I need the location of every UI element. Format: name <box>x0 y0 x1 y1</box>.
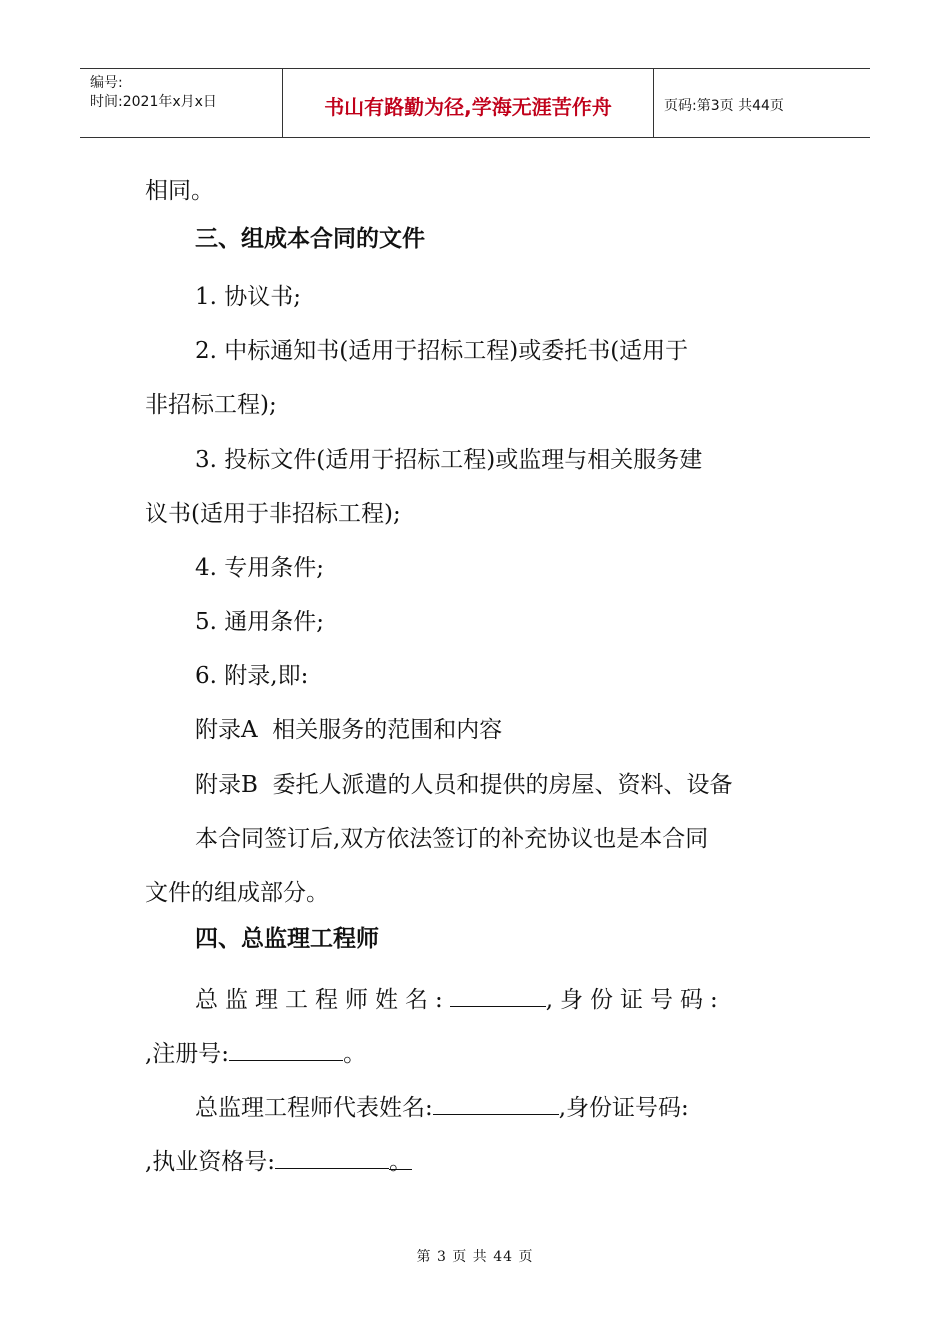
rep-supervisor-line <box>195 1092 689 1123</box>
list-item-2-cont: 非招标工程); <box>145 392 277 418</box>
document-number-label: 编号: <box>90 75 123 91</box>
header-meta-cell <box>80 69 283 137</box>
list-item-3: 3. 投标文件(适用于招标工程)或监理与相关服务建 <box>195 447 703 473</box>
section-heading-3: 三、组成本合同的文件 <box>195 226 425 252</box>
list-item-1: 1. 协议书; <box>195 284 302 310</box>
page-footer: 第 3 页 共 44 页 <box>416 1249 534 1265</box>
list-item-5: 5. 通用条件; <box>195 609 325 635</box>
list-item-4: 4. 专用条件; <box>195 555 325 581</box>
rep-qual-label: ,执业资格号: <box>145 1149 276 1175</box>
appendix-a: 附录A 相关服务的范围和内容 <box>195 717 503 743</box>
header-page-info: 页码:第3页 共44页 <box>664 98 784 114</box>
rep-id-label: ,身份证号码: <box>558 1095 689 1121</box>
rep-qual-end: 。 <box>389 1149 413 1175</box>
supplement-line-cont: 文件的组成部分。 <box>145 880 329 906</box>
document-time-label: 时间:2021年x月x日 <box>90 94 217 110</box>
list-item-6: 6. 附录,即: <box>195 663 309 689</box>
chief-reg-end: 。 <box>343 1041 367 1067</box>
appendix-b: 附录B 委托人派遣的人员和提供的房屋、资料、设备 <box>195 772 733 798</box>
rep-qual-line <box>145 1146 412 1177</box>
paragraph-line: 相同。 <box>145 178 214 204</box>
rep-name-label: 总监理工程师代表姓名: <box>195 1095 433 1121</box>
chief-reg-blank[interactable] <box>229 1038 343 1061</box>
chief-name-blank[interactable] <box>450 984 546 1007</box>
header-page-cell <box>654 69 870 137</box>
list-item-3-cont: 议书(适用于非招标工程); <box>145 501 401 527</box>
header-motto: 书山有路勤为径,学海无涯苦作舟 <box>324 95 612 119</box>
section-heading-4: 四、总监理工程师 <box>195 926 379 952</box>
list-item-2: 2. 中标通知书(适用于招标工程)或委托书(适用于 <box>195 338 689 364</box>
header-motto-cell <box>283 69 654 137</box>
chief-reg-label: ,注册号: <box>145 1041 230 1067</box>
rep-qual-blank[interactable] <box>275 1146 389 1169</box>
supplement-line: 本合同签订后,双方依法签订的补充协议也是本合同 <box>195 826 709 852</box>
chief-supervisor-line <box>195 984 725 1015</box>
chief-id-label: ,身份证号码: <box>545 987 725 1013</box>
rep-name-blank[interactable] <box>433 1092 559 1115</box>
page-header <box>80 68 870 138</box>
chief-reg-line <box>145 1038 366 1069</box>
chief-name-label: 总监理工程师姓名: <box>195 987 450 1013</box>
